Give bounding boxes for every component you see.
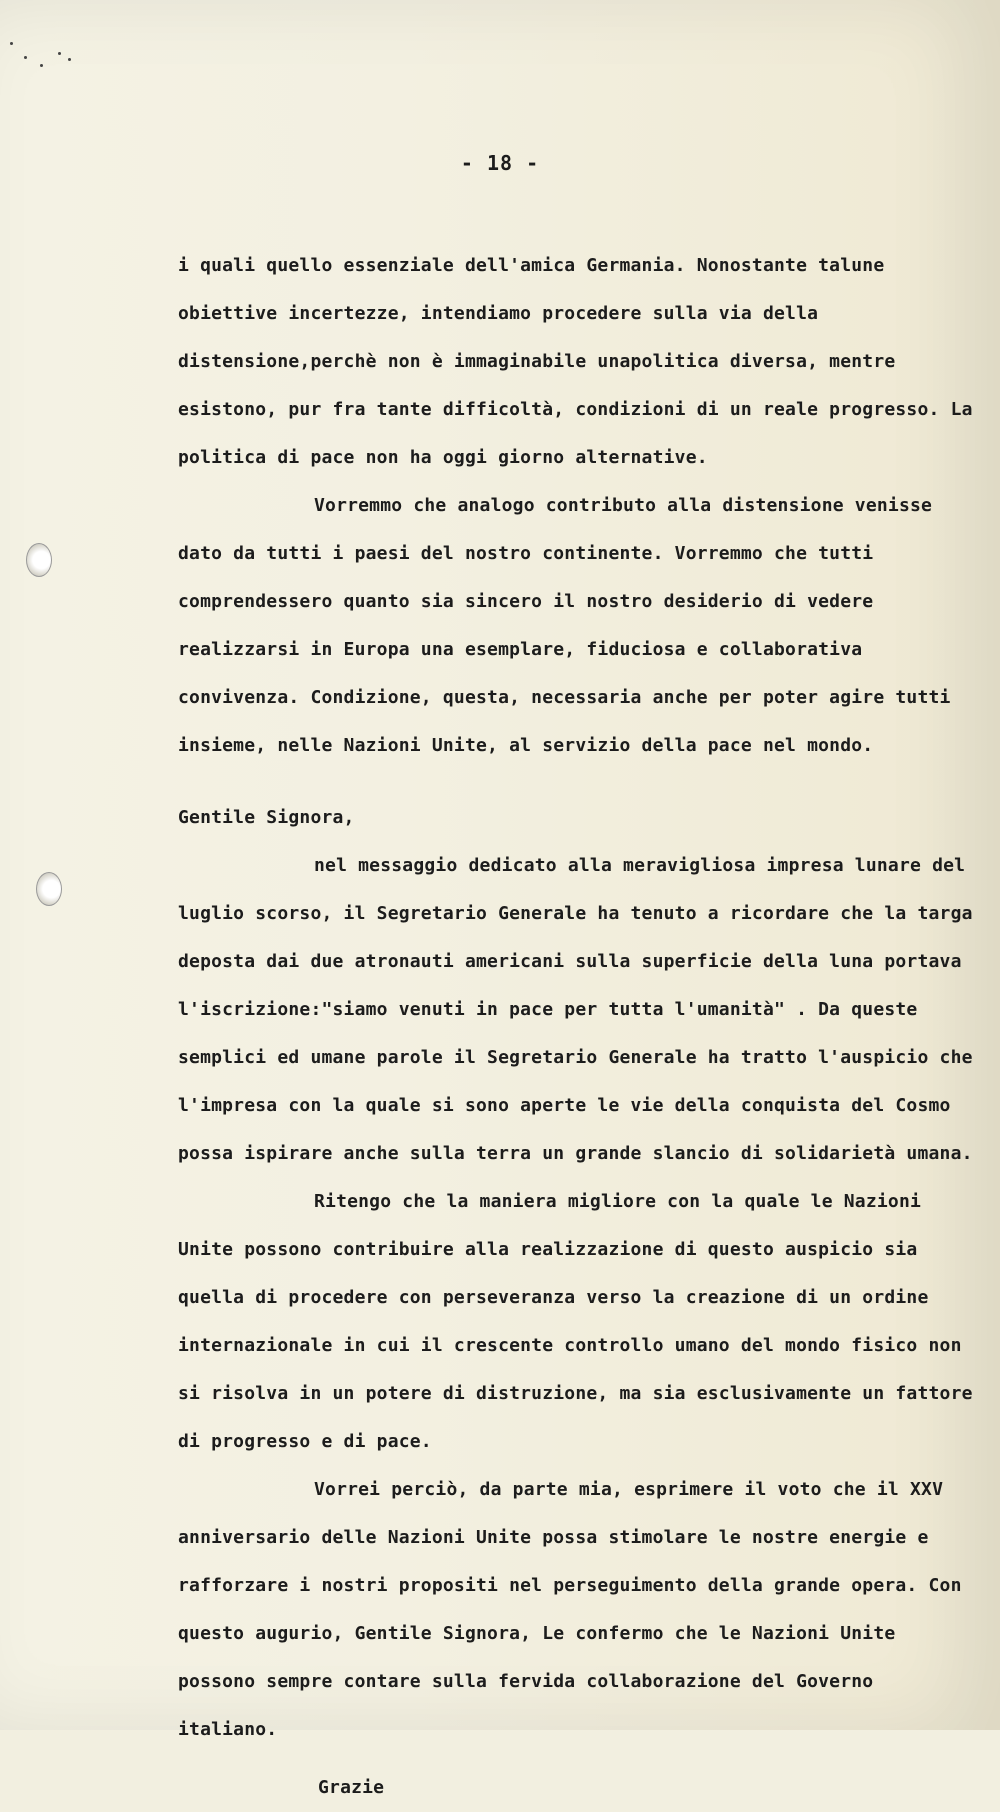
punch-hole-top (26, 543, 52, 577)
page-number: - 18 - (460, 151, 540, 175)
corner-marks (6, 36, 86, 76)
body-text-bottom (178, 794, 974, 1812)
body-text-top (178, 242, 974, 770)
closing: Grazie (318, 1777, 385, 1798)
paragraph-5: Vorrei perciò, da parte mia, esprimere il voto che il XXV anniversario delle Nazioni Unite possa stimolare le nostre energie e rafforzare i nostri propositi nel perseguimento della grande opera. Con questo augurio, Gentile Signora, Le confermo che le Nazioni Unite possono sempre contare sulla fervida collaborazione del Governo italiano. (178, 1479, 962, 1740)
punch-hole-bottom (36, 872, 62, 906)
paragraph-2: Vorremmo che analogo contributo alla distensione venisse dato da tutti i paesi del nostro continente. Vorremmo che tutti comprendessero quanto sia sincero il nostro desiderio di vedere realizzarsi in Europa una esemplare, fiduciosa e collaborativa convivenza. Condizione, questa, necessaria anche per poter agire tutti insieme, nelle Nazioni Unite, al servizio della pace nel mondo. (178, 495, 951, 756)
paragraph-3: nel messaggio dedicato alla meravigliosa impresa lunare del luglio scorso, il Segretario Generale ha tenuto a ricordare che la targa deposta dai due atronauti americani sulla superficie della luna portava l'iscrizione:"siamo venuti in pace per tutta l'umanità" . Da queste semplici ed umane parole il Segretario Generale ha tratto l'auspicio che l'impresa con la quale si sono aperte le vie della conquista del Cosmo possa ispirare anche sulla terra un grande slancio di solidarietà umana. (178, 855, 973, 1164)
paragraph-1: i quali quello essenziale dell'amica Germania. Nonostante talune obiettive incertezze, intendiamo procedere sulla via della distensione,perchè non è immaginabile unapolitica diversa, mentre esistono, pur fra tante difficoltà, condizioni di un reale progresso. La politica di pace non ha oggi giorno alternative. (178, 255, 973, 468)
salutation: Gentile Signora, (178, 807, 355, 828)
paragraph-4: Ritengo che la maniera migliore con la quale le Nazioni Unite possono contribuire alla realizzazione di questo auspicio sia quella di procedere con perseveranza verso la creazione di un ordine internazionale in cui il crescente controllo umano del mondo fisico non si risolva in un potere di distruzione, ma sia esclusivamente un fattore di progresso e di pace. (178, 1191, 973, 1452)
